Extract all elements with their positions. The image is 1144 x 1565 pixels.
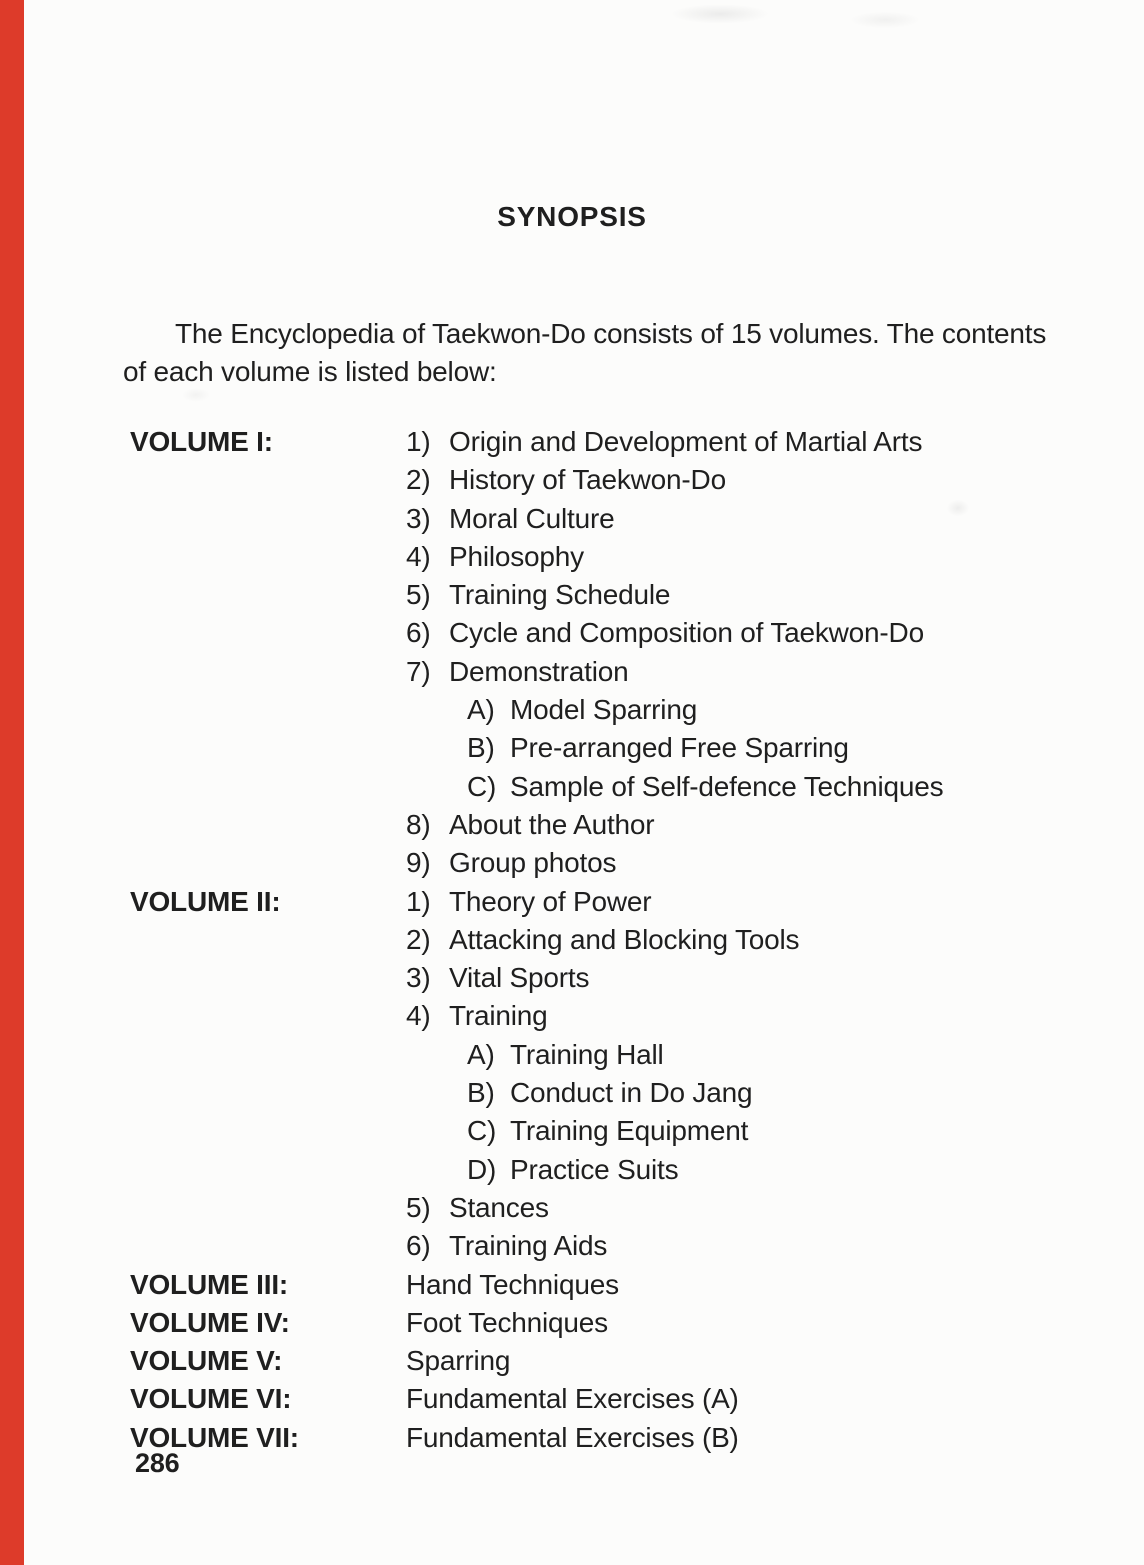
item-number: 2) — [406, 464, 431, 496]
volume-items — [406, 1266, 1080, 1304]
page-title: SYNOPSIS — [497, 201, 647, 232]
volume-items — [406, 883, 1080, 1266]
item-text: Philosophy — [449, 540, 584, 572]
item-text: Training Equipment — [510, 1115, 749, 1147]
volume-label: VOLUME VII: — [130, 1421, 299, 1453]
toc-item — [406, 538, 1080, 576]
item-text: Cycle and Composition of Taekwon-Do — [449, 617, 924, 649]
toc-item — [406, 921, 1080, 959]
toc-item — [406, 1304, 1080, 1342]
toc-sub-item — [406, 768, 1080, 806]
item-text: Pre-arranged Free Sparring — [510, 732, 849, 764]
item-text: Group photos — [449, 847, 617, 879]
toc-item — [406, 844, 1080, 882]
item-letter: A) — [467, 694, 495, 726]
item-text: Foot Techniques — [406, 1306, 608, 1338]
volume-toc — [130, 423, 1080, 1457]
toc-sub-item — [406, 1074, 1080, 1112]
toc-item — [406, 997, 1080, 1035]
item-letter: C) — [467, 1115, 497, 1147]
toc-sub-item — [406, 1112, 1080, 1150]
item-number: 5) — [406, 1191, 431, 1223]
item-text: Vital Sports — [449, 962, 590, 994]
item-text: Practice Suits — [510, 1153, 679, 1185]
item-number: 6) — [406, 617, 431, 649]
volume-section-7 — [130, 1419, 1080, 1457]
item-number: 4) — [406, 1000, 431, 1032]
toc-item — [406, 1380, 1080, 1418]
toc-item — [406, 614, 1080, 652]
volume-label: VOLUME III: — [130, 1268, 289, 1300]
toc-item — [406, 1227, 1080, 1265]
volume-section-1 — [130, 423, 1080, 883]
item-text: History of Taekwon-Do — [449, 464, 726, 496]
toc-item — [406, 806, 1080, 844]
book-edge-strip — [0, 0, 24, 1565]
toc-item — [406, 1266, 1080, 1304]
item-number: 2) — [406, 923, 431, 955]
volume-label: VOLUME IV: — [130, 1306, 290, 1338]
item-text: Stances — [449, 1191, 549, 1223]
item-text: Model Sparring — [510, 694, 698, 726]
volume-section-2 — [130, 883, 1080, 1266]
item-text: Moral Culture — [449, 502, 615, 534]
item-letter: B) — [467, 732, 495, 764]
item-text: Attacking and Blocking Tools — [449, 923, 800, 955]
toc-item — [406, 1189, 1080, 1227]
item-number: 3) — [406, 502, 431, 534]
item-number: 9) — [406, 847, 431, 879]
item-text: Conduct in Do Jang — [510, 1077, 753, 1109]
toc-item — [406, 423, 1080, 461]
item-number: 6) — [406, 1230, 431, 1262]
item-number: 3) — [406, 962, 431, 994]
toc-sub-item — [406, 691, 1080, 729]
page-number: 286 — [135, 1448, 180, 1478]
toc-item — [406, 1419, 1080, 1457]
item-number: 1) — [406, 885, 431, 917]
item-number: 4) — [406, 540, 431, 572]
intro-line-1: The Encyclopedia of Taekwon-Do consists of 15 volumes. The contents — [175, 318, 1047, 349]
toc-sub-item — [406, 1151, 1080, 1189]
item-text: Demonstration — [449, 655, 629, 687]
item-text: About the Author — [449, 808, 655, 840]
toc-item — [406, 500, 1080, 538]
volume-section-6 — [130, 1380, 1080, 1418]
toc-item — [406, 461, 1080, 499]
toc-sub-item — [406, 1036, 1080, 1074]
item-text: Sparring — [406, 1345, 511, 1377]
volume-items — [406, 1304, 1080, 1342]
volume-label: VOLUME VI: — [130, 1383, 292, 1415]
volume-items — [406, 423, 1080, 883]
item-text: Fundamental Exercises (B) — [406, 1421, 739, 1453]
toc-sub-item — [406, 729, 1080, 767]
item-letter: D) — [467, 1153, 497, 1185]
item-number: 5) — [406, 579, 431, 611]
toc-item — [406, 576, 1080, 614]
item-text: Training Schedule — [449, 579, 671, 611]
item-letter: B) — [467, 1077, 495, 1109]
item-text: Training Aids — [449, 1230, 608, 1262]
item-number: 1) — [406, 426, 431, 457]
item-text: Origin and Development of Martial Arts — [449, 426, 923, 457]
item-letter: A) — [467, 1038, 495, 1070]
item-letter: C) — [467, 770, 497, 802]
intro-line-2: of each volume is listed below: — [123, 356, 497, 387]
volume-label: VOLUME II: — [130, 885, 281, 917]
item-text: Training — [449, 1000, 548, 1032]
volume-label: VOLUME I: — [130, 426, 273, 457]
toc-item — [406, 959, 1080, 997]
item-text: Hand Techniques — [406, 1268, 619, 1300]
volume-label: VOLUME V: — [130, 1345, 283, 1377]
volume-section-4 — [130, 1304, 1080, 1342]
volume-items — [406, 1419, 1080, 1457]
item-text: Sample of Self-defence Techniques — [510, 770, 944, 802]
volume-section-3 — [130, 1266, 1080, 1304]
intro-paragraph — [123, 315, 1053, 391]
volume-items — [406, 1342, 1080, 1380]
toc-item — [406, 653, 1080, 691]
item-text: Theory of Power — [449, 885, 652, 917]
item-number: 8) — [406, 808, 431, 840]
item-text: Fundamental Exercises (A) — [406, 1383, 739, 1415]
item-text: Training Hall — [510, 1038, 664, 1070]
toc-item — [406, 1342, 1080, 1380]
item-number: 7) — [406, 655, 431, 687]
volume-section-5 — [130, 1342, 1080, 1380]
volume-items — [406, 1380, 1080, 1418]
toc-item — [406, 883, 1080, 921]
